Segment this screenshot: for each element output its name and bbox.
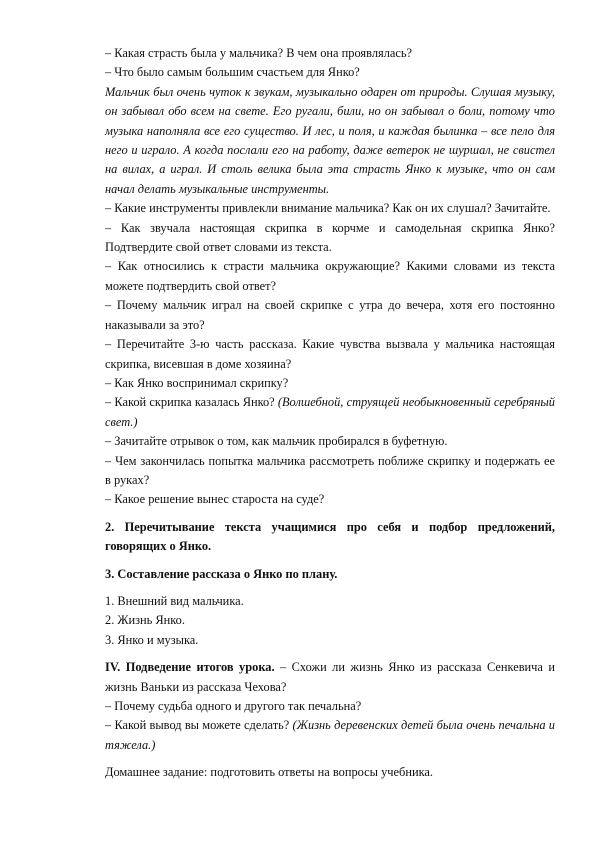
question-verdict: – Какое решение вынес староста на суде? [105,492,325,507]
question-sad-fate: – Почему судьба одного и другого так печальна? [105,699,362,713]
plan-item-life: 2. Жизнь Янко. [105,613,185,628]
homework: Домашнее задание: подготовить ответы на вопросы учебника. [105,765,434,780]
section-rereading: 2. Перечитывание текста учащимися про себя и подбор предложений, говорящих о Янко. [105,519,555,554]
question-perception: – Как Янко воспринимал скрипку? [105,375,289,390]
question-text: – Какой вывод вы можете сделать? [105,718,293,733]
question-others-attitude: – Как относились к страсти мальчика окружающие? Какими словами из текста можете подтвердить свой ответ? [105,259,555,293]
plan-item-appearance: 1. Внешний вид мальчика. [105,593,244,608]
section-story-plan: 3. Составление рассказа о Янко по плану. [105,566,338,581]
question-violin-sound: – Как звучала настоящая скрипка в корчме и самодельная скрипка Янко? Подтвердите свой ответ словами из текста. [105,220,555,255]
question-happiness: – Что было самым большим счастьем для Янко? [105,65,360,80]
question-passion: – Какая страсть была у мальчика? В чем она проявлялась? [105,46,413,60]
summary-heading: IV. Подведение итогов урока. [105,660,275,675]
section-summary [105,658,555,697]
question-conclusion [105,716,555,755]
question-text: – Какой скрипка казалась Янко? [105,395,278,410]
question-violin-appearance [105,393,555,432]
answer-text: (Жизнь деревенских детей была очень печальна и тяжела.) [105,718,555,752]
question-part-three: – Перечитайте 3-ю часть рассказа. Какие чувства вызвала у мальчика настоящая скрипка, висевшая в доме хозяина? [105,337,555,371]
plan-item-music: 3. Янко и музыка. [105,632,199,647]
question-pantry: – Зачитайте отрывок о том, как мальчик пробирался в буфетную. [105,434,448,449]
document-page [105,44,555,783]
question-instruments: – Какие инструменты привлекли внимание мальчика? Как он их слушал? Зачитайте. [105,201,551,216]
narrative-paragraph: Мальчик был очень чуток к звукам, музыкально одарен от природы. Слушая музыку, он забывал обо всем на свете. Его ругали, били, но он забывал о боли, потому что музыка наполняла все его существо. И лес, и поля, и каждая былинка – все пело для него и играло. А когда послали его на работу, даже ветерок не шуршал, не свистел на вилах, а играл. И столь велика была эта страсть Янко к музыке, что он сам начал делать музыкальные инструменты. [105,84,555,196]
answer-text: (Волшебной, струящей необыкновенный серебряный свет.) [105,395,555,429]
question-attempt: – Чем закончилась попытка мальчика рассмотреть поближе скрипку и подержать ее в руках? [105,453,555,487]
question-why-played: – Почему мальчик играл на своей скрипке с утра до вечера, хотя его постоянно наказывали за это? [105,298,555,332]
summary-question: – Схожи ли жизнь Янко из рассказа Сенкевича и жизнь Ваньки из рассказа Чехова? [105,660,555,694]
